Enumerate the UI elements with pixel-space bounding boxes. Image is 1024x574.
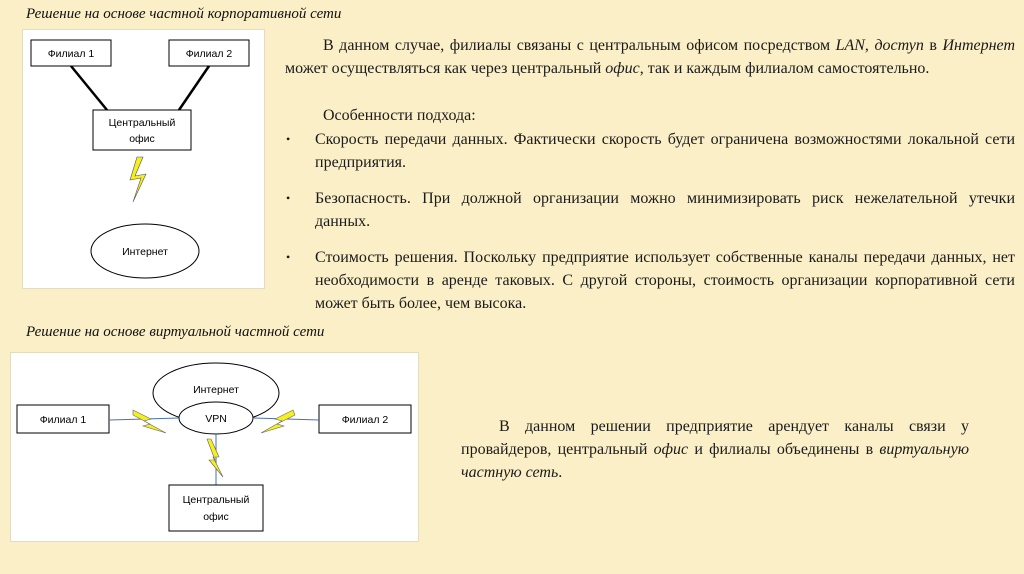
vpn-label: VPN bbox=[205, 413, 227, 425]
office-box bbox=[169, 485, 263, 531]
list-item: • Стоимость решения. Поскольку предприятие использует собственные каналы передачи данных, нет необходимости в аренде таковых. С другой стороны, стоимость организации корпоративной сети может быть более, чем высока. bbox=[285, 246, 1015, 315]
features-title: Особенности подхода: bbox=[323, 107, 476, 124]
office-label-line2: офис bbox=[203, 511, 229, 523]
office-label-line1: Центральный bbox=[108, 117, 176, 129]
private-network-description: В данном случае, филиалы связаны с центральным офисом посредством LAN, доступ в Интернет может осуществляться как через центральный офис, так и каждым филиалом самостоятельно. bbox=[285, 37, 1015, 77]
diagram-private-network bbox=[22, 29, 265, 289]
list-item: • Скорость передачи данных. Фактически скорость будет ограничена возможностями локальной сети предприятия. bbox=[285, 128, 1015, 174]
branch1-label: Филиал 1 bbox=[47, 48, 95, 60]
internet-label: Интернет bbox=[193, 384, 239, 396]
bullet-icon: • bbox=[286, 250, 291, 264]
branch2-label: Филиал 2 bbox=[185, 48, 233, 60]
bullet-icon: • bbox=[286, 132, 291, 146]
lightning-icon bbox=[130, 157, 146, 202]
link-branch2-office bbox=[179, 66, 209, 110]
bullet-icon: • bbox=[286, 191, 291, 205]
lightning-icon bbox=[261, 410, 295, 433]
link-branch1-office bbox=[71, 66, 107, 110]
heading-vpn: Решение на основе виртуальной частной сети bbox=[26, 324, 325, 340]
office-label-line1: Центральный bbox=[182, 494, 250, 506]
features-list bbox=[285, 128, 1015, 328]
heading-private-network: Решение на основе частной корпоративной сети bbox=[26, 6, 342, 22]
list-item: • Безопасность. При должной организации можно минимизировать риск нежелательной утечки данных. bbox=[285, 187, 1015, 233]
vpn-description: В данном решении предприятие арендует каналы связи у провайдеров, центральный офис и филиалы объединены в виртуальную частную сеть. bbox=[461, 418, 969, 481]
branch1-label: Филиал 1 bbox=[39, 414, 87, 426]
diagram-vpn bbox=[10, 352, 419, 542]
office-label-line2: офис bbox=[129, 133, 155, 145]
lightning-icon bbox=[133, 410, 166, 433]
internet-label: Интернет bbox=[122, 246, 168, 258]
branch2-label: Филиал 2 bbox=[341, 414, 389, 426]
lightning-icon bbox=[207, 439, 223, 477]
